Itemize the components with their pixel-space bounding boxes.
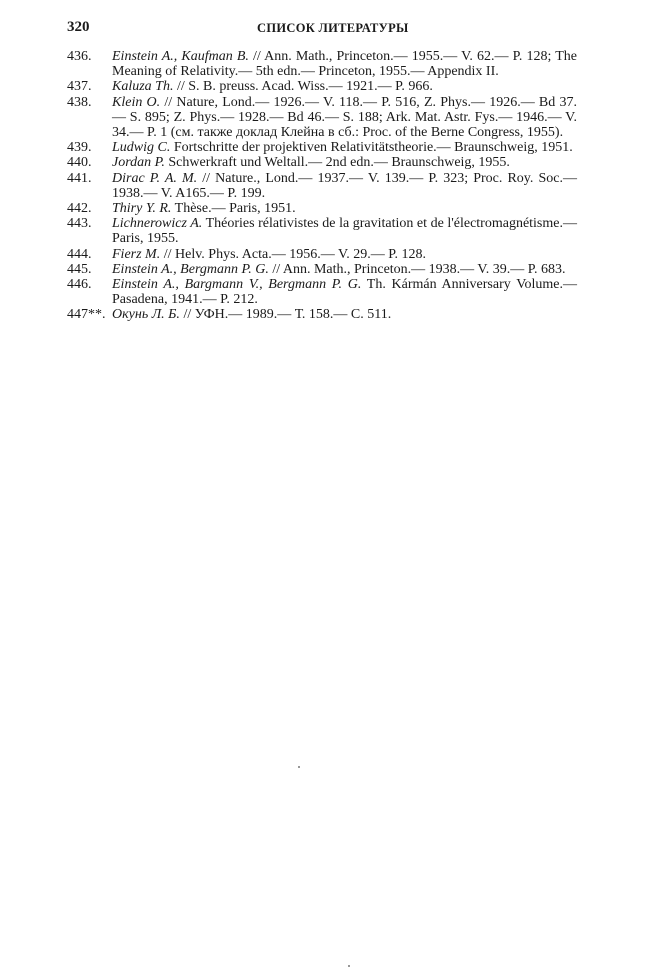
reference-text: Théories rélativistes de la gravitation et de l'électromagnétisme.— Paris, 1955.	[112, 216, 577, 247]
reference-number: 447**.	[67, 307, 106, 323]
reference-item	[67, 79, 577, 94]
reference-author: Thiry Y. R.	[112, 201, 172, 217]
reference-author: Dirac P. A. M.	[112, 170, 198, 186]
reference-text: // УФН.— 1989.— Т. 158.— С. 511.	[179, 307, 392, 323]
page-header	[67, 19, 577, 39]
reference-text: // Ann. Math., Princeton.— 1955.— V. 62.— P. 128; The Meaning of Relativity.— 5th edn.— Princeton, 1955.— Appendix II.	[112, 49, 578, 80]
reference-number: 437.	[67, 79, 92, 95]
reference-author: Окунь Л. Б.	[112, 307, 180, 323]
reference-text: // Helv. Phys. Acta.— 1956.— V. 29.— P. 128.	[160, 246, 426, 262]
reference-number: 436.	[67, 49, 92, 64]
reference-author: Ludwig C.	[112, 140, 171, 156]
reference-author: Einstein A., Bargmann V., Bergmann P. G.	[112, 277, 362, 293]
reference-number: 440.	[67, 155, 92, 171]
reference-list	[67, 49, 577, 323]
reference-text: Th. Kármán Anniversary Volume.— Pasadena, 1941.— P. 212.	[112, 277, 577, 308]
reference-item	[67, 277, 577, 307]
reference-author: Klein O.	[112, 94, 161, 110]
reference-text: Schwerkraft und Weltall.— 2nd edn.— Braunschweig, 1955.	[164, 155, 510, 171]
reference-text: // Ann. Math., Princeton.— 1938.— V. 39.— P. 683.	[268, 261, 566, 277]
running-title: СПИСОК ЛИТЕРАТУРЫ	[257, 21, 409, 35]
reference-number: 439.	[67, 140, 92, 156]
reference-author: Einstein A., Kaufman B.	[112, 49, 249, 64]
reference-item	[67, 155, 577, 170]
reference-text: // S. B. preuss. Acad. Wiss.— 1921.— P. 966.	[173, 79, 433, 95]
scan-speck	[298, 766, 300, 768]
scan-speck	[348, 965, 350, 967]
reference-item	[67, 171, 577, 201]
reference-item	[67, 262, 577, 277]
reference-text: // Nature, Lond.— 1926.— V. 118.— P. 516, Z. Phys.— 1926.— Bd 37.— S. 895; Z. Phys.— 1928.— Bd 46.— S. 188; Ark. Mat. Astr. Fys.— 1946.— V. 34.— P. 1 (см. также доклад Клейна в сб.: Proc. of the Berne Congress, 1955).	[112, 94, 578, 141]
reference-author: Lichnerowicz A.	[112, 216, 203, 232]
reference-text: Fortschritte der projektiven Relativitätstheorie.— Braunschweig, 1951.	[170, 140, 573, 156]
reference-item	[67, 140, 577, 155]
page-number: 320	[67, 19, 90, 35]
reference-number: 438.	[67, 94, 92, 110]
reference-number: 442.	[67, 201, 92, 217]
reference-item	[67, 201, 577, 216]
reference-item	[67, 49, 577, 79]
reference-number: 441.	[67, 170, 92, 186]
reference-number: 446.	[67, 277, 92, 293]
reference-item	[67, 216, 577, 246]
reference-author: Einstein A., Bergmann P. G.	[112, 261, 269, 277]
reference-author: Kaluza Th.	[112, 79, 174, 95]
reference-author: Jordan P.	[112, 155, 165, 171]
reference-item	[67, 247, 577, 262]
reference-item	[67, 307, 577, 322]
reference-item	[67, 95, 577, 141]
reference-number: 443.	[67, 216, 92, 232]
reference-text: Thèse.— Paris, 1951.	[171, 201, 296, 217]
reference-author: Fierz M.	[112, 246, 161, 262]
reference-text: // Nature., Lond.— 1937.— V. 139.— P. 323; Proc. Roy. Soc.— 1938.— V. A165.— P. 199.	[112, 170, 577, 201]
reference-number: 445.	[67, 261, 92, 277]
reference-number: 444.	[67, 246, 92, 262]
